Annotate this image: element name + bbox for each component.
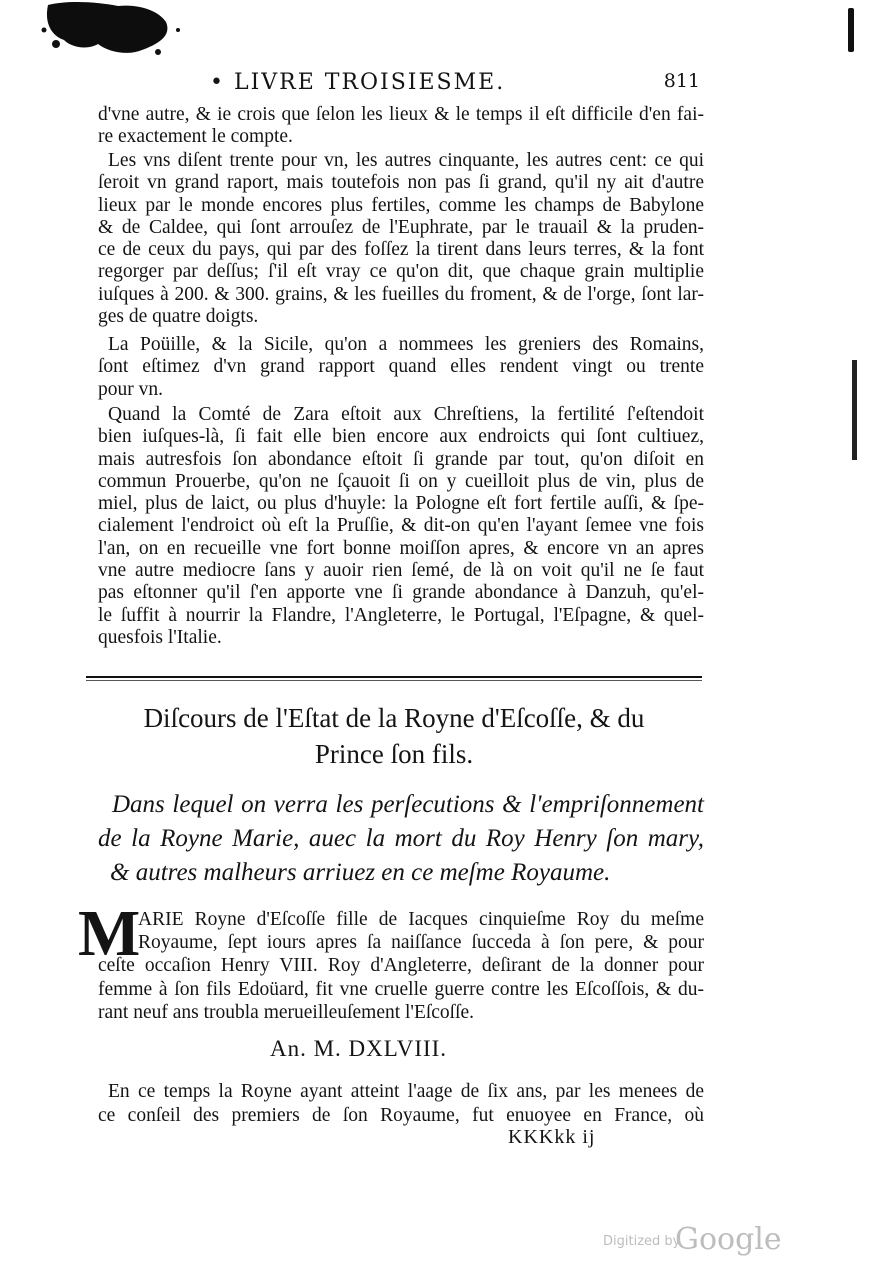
digitized-watermark: [603, 1222, 803, 1262]
section-subheading: [98, 788, 704, 890]
section-divider: [86, 676, 702, 678]
text-line: ce de ceux du pays, qui par des foſſez la tirent dans leurs terres, & la font: [98, 239, 704, 261]
text-line: ce conſeil des premiers de ſon Royaume, fut enuoyee en France, où: [98, 1105, 704, 1126]
text-line: mais autresfois ſon abondance eſtoit ſi grande par tout, qu'on diſoit en: [98, 448, 704, 470]
subheading-line: & autres malheurs arriuez en ce meſme Royaume.: [110, 859, 611, 886]
ink-blot-stain: [38, 0, 188, 60]
heading-line: Diſcours de l'Eſtat de la Royne d'Eſcoſſe, & du: [143, 703, 645, 733]
page-edge-mark: [848, 8, 854, 52]
text-line: ceſte occaſion Henry VIII. Roy d'Angleterre, deſirant de la donner pour: [98, 955, 704, 977]
page-edge-mark-lower: [852, 360, 857, 460]
text-line: quesfois l'Italie.: [98, 626, 222, 648]
text-line: Quand la Comté de Zara eſtoit aux Chreſtiens, la fertilité ſ'eſtendoit: [108, 404, 704, 425]
digitized-by-text: Digitized by: [603, 1234, 681, 1249]
text-line: iuſques à 200. & 300. grains, & les fueilles du froment, & de l'orge, ſont lar-: [98, 283, 704, 305]
paragraph-marie: [98, 908, 704, 1024]
paragraph-france: [98, 1080, 704, 1128]
text-line: lieux par le monde encores plus fertiles, comme les champs de Babylone: [98, 194, 704, 216]
page-number: 811: [663, 70, 700, 92]
text-line: femme à ſon fils Edoüard, fit vne cruelle guerre contre les Eſcoſſois, & du-: [98, 978, 704, 1000]
section-divider-thin: [86, 680, 702, 681]
text-line: d'vne autre, & ie crois que ſelon les lieux & le temps il eſt difficile d'en fai-: [98, 104, 704, 125]
subheading-line: de la Royne Marie, auec la mort du Roy Henry ſon mary,: [98, 825, 704, 852]
drop-cap-initial: M: [78, 897, 141, 970]
text-line: pas eſtonner qu'il ſ'en apporte vne ſi grande abondance à Danzuh, qu'el-: [98, 582, 704, 604]
text-line: Les vns diſent trente pour vn, les autres cinquante, les autres cent: ce qui: [108, 150, 704, 171]
text-line: pour vn.: [98, 378, 163, 400]
text-line: Royaume, ſept iours apres ſa naiſſance ſucceda à ſon pere, & pour: [138, 932, 704, 954]
paragraph-pouille: [98, 334, 704, 401]
running-head: [180, 70, 700, 100]
text-line: bien iuſques-là, ſi fait elle bien encore aux endroicts qui ſont cultiuez,: [98, 426, 704, 448]
text-line: En ce temps la Royne ayant atteint l'aage de ſix ans, par les menees de: [108, 1081, 704, 1102]
text-line: cialement l'endroict où eſt la Pruſſie, & dit-on qu'en l'ayant ſemee vne fois: [98, 515, 704, 537]
paragraph-zara: [98, 404, 704, 649]
text-line: vne autre mediocre ſans y auoir rien ſemé, de là on voit qu'il ne ſe faut: [98, 560, 704, 582]
subheading-line: Dans lequel on verra les perſecutions & l'empriſonnement: [112, 791, 704, 818]
text-line: ſeroit vn grand raport, mais toutefois non pas ſi grand, qu'il ny ait d'autre: [98, 172, 704, 194]
text-line: le ſuffit à nourrir la Flandre, l'Angleterre, le Portugal, l'Eſpagne, & quel-: [98, 604, 704, 626]
text-line: regorger par deſſus; ſ'il eſt vray ce qu'on dit, que chaque grain multiplie: [98, 261, 704, 283]
paragraph-continuation: [98, 104, 704, 149]
heading-line: Prince ſon fils.: [314, 739, 474, 769]
text-line: rant neuf ans troubla merueilleuſement l'Eſcoſſe.: [98, 1001, 475, 1023]
text-line: ſont eſtimez d'vn grand rapport quand elles rendent vingt ou trente: [98, 356, 704, 378]
text-line: & de Caldee, qui ſont arrouſez de l'Euphrate, par le trauail & la pruden-: [98, 216, 704, 238]
text-line: La Poüille, & la Sicile, qu'on a nommees les greniers des Romains,: [108, 334, 704, 355]
signature-mark: KKKkk ij: [508, 1126, 596, 1148]
running-title: • LIVRE TROISIESME.: [210, 70, 506, 95]
text-line: re exactement le compte.: [98, 126, 293, 148]
date-heading: An. M. DXLVIII.: [270, 1036, 448, 1061]
paragraph-yields: [98, 150, 704, 328]
text-line: l'an, on en recueille vne fort bonne moiſſon apres, & encore vn an apres: [98, 537, 704, 559]
google-logo: Google: [675, 1222, 782, 1257]
section-heading: [86, 700, 702, 772]
text-line: commun Prouerbe, qu'on ne ſçauoit ſi on y cueilloit plus de vin, plus de: [98, 470, 704, 492]
text-line: ges de quatre doigts.: [98, 306, 259, 328]
text-line: ARIE Royne d'Eſcoſſe fille de Iacques cinquieſme Roy du meſme: [138, 909, 704, 930]
text-line: miel, plus de laict, ou plus d'huyle: la Pologne eſt fort fertile auſſi, & ſpe-: [98, 493, 704, 515]
